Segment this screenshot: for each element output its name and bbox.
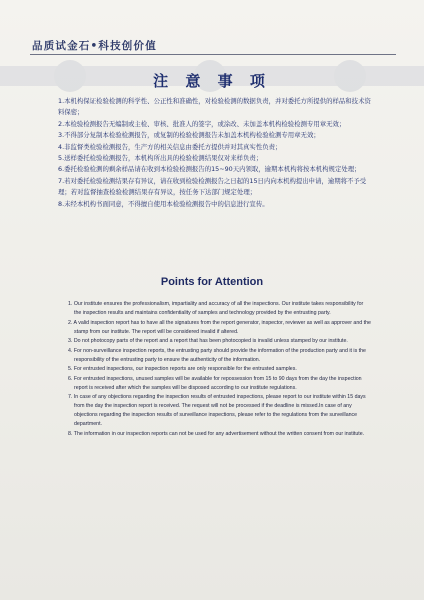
chinese-notice-item: 8.未经本机构书面同意，不得擅自使用本检验检测报告中的信息进行宣传。 <box>58 199 269 208</box>
english-notice-item: 6. For entrusted inspections, unused samples will be available for repossession from 15 to 90 days from the day the inspection report is received after which the samples will be disposed according to our institute regulations. <box>68 375 362 391</box>
chinese-notice-item: 3.不得部分复制本检验检测报告，或复制的检验检测报告未加盖本机构检验检测专用章无效； <box>58 131 320 140</box>
english-title: Points for Attention <box>160 276 264 288</box>
english-notice-item: 3. Do not photocopy parts of the report and a report that has been photocopied is invalid unless stamped by our institute. <box>68 338 348 344</box>
english-notice-list <box>68 300 372 439</box>
chinese-notice-item: 7.若对委托检验检测结果存有异议，请在收到检验检测报告之日起的15日内向本机构提出申请，逾期将不予受理；若对监督抽查检验检测结果存有异议，按任务下达部门规定处理； <box>58 176 367 197</box>
chinese-notice-item: 2.本检验检测报告无编制或主检、审核、批准人的签字，或涂改、未加盖本机构检验检测专用章无效； <box>58 119 346 128</box>
chinese-notice-item: 1.本机构保证检验检测的科学性、公正性和准确性，对检验检测的数据负责，并对委托方所提供的样品和技术资料保密； <box>58 97 371 117</box>
english-notice-item: 5. For entrusted inspections, our inspection reports are only responsible for the entrusted samples. <box>68 366 297 372</box>
english-notice-item: 7. In case of any objections regarding the inspection results of entrusted inspections, please report to our institute within 15 days from the day the inspection report is received. The request will not be processed if the deadline is missed.In case of any objections regarding the inspection results of surveillance inspections, please refer to the regulations from the surveillance department. <box>68 394 366 427</box>
chinese-notice-item: 6.委托检验检测的剩余样品请在收到本检验检测报告的15~90天内领取，逾期本机构将按本机构规定处理； <box>58 165 361 174</box>
english-notice-item: 4. For non-surveillance inspection reports, the entrusting party should provide the information of the production party and it is the responsibility of the entrusting party to ensure the authenticity of the information. <box>68 347 366 363</box>
english-notice-item: 8. The information in our inspection reports can not be used for any advertisement without the written consent from our institute. <box>68 430 365 437</box>
chinese-notice-item: 4.非监督类检验检测报告，生产方的相关信息由委托方提供并对其真实性负责； <box>58 142 282 151</box>
chinese-notice-list <box>58 96 376 210</box>
header-slogan: 品质试金石•科技创价值 <box>32 40 157 52</box>
chinese-notice-item: 5.送样委托检验检测报告，本机构所出具的检验检测结果仅对来样负责； <box>58 154 263 163</box>
header-divider <box>30 54 396 55</box>
english-notice-item: 1. Our institute ensures the professionalism, impartiality and accuracy of all the inspections. Our institute takes responsibility for the inspection results and maintains confidentiality of samples and technology provided by the entrusting party. <box>68 301 364 316</box>
chinese-title: 注 意 事 项 <box>153 72 271 90</box>
english-notice-item: 2. A valid inspection report has to have all the signatures from the report generator, inspector, reviewer as well as approver and the stamp from our institute. The report will be considered invalid if altered. <box>68 319 371 335</box>
